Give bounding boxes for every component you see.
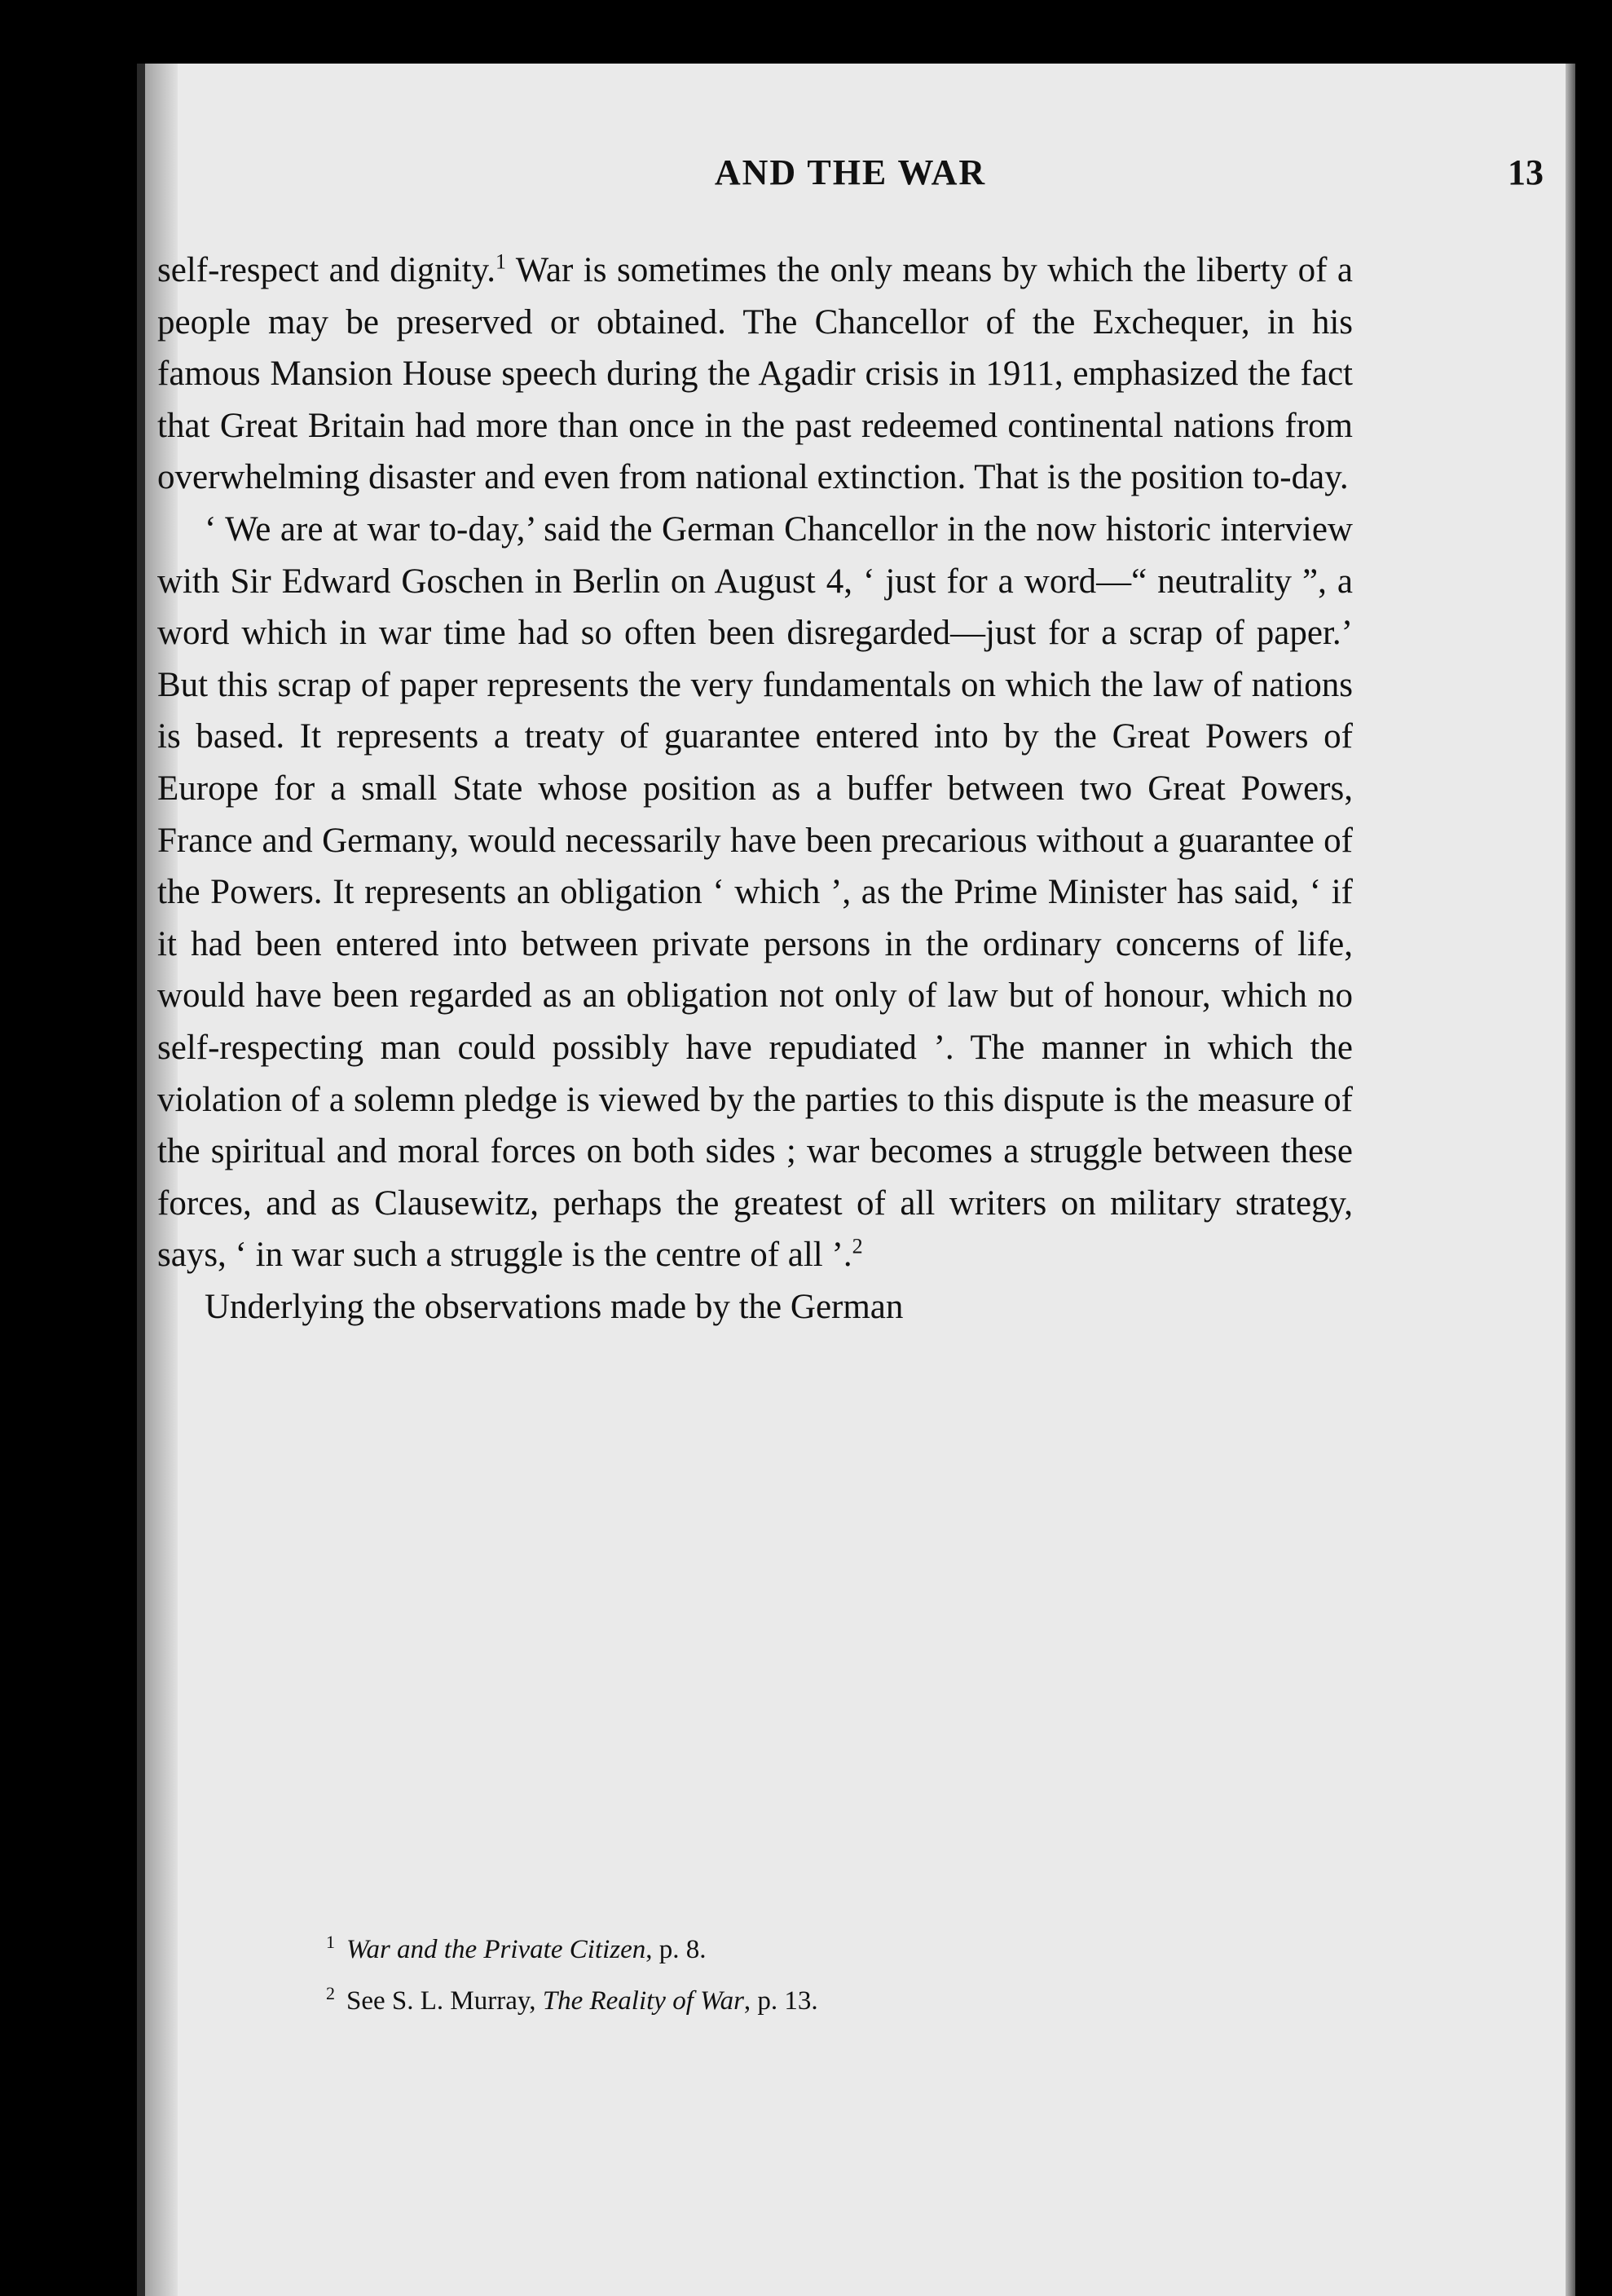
- paragraph-1-start: self-respect and dignity.: [157, 251, 496, 289]
- running-title: AND THE WAR: [714, 152, 987, 192]
- paragraph-1: [157, 245, 1353, 504]
- footnote-2: [326, 1972, 1304, 2023]
- footnote-1-title: War and the Private Citizen: [346, 1935, 646, 1964]
- footnote-2-title: The Reality of War: [542, 1986, 744, 2016]
- footnote-2-page: , p. 13.: [743, 1986, 818, 2016]
- footnote-2-mark: 2: [326, 1983, 335, 2003]
- body-text: [157, 245, 1353, 1333]
- page-edge: [1566, 64, 1575, 2296]
- page-header: [157, 152, 1544, 225]
- footnote-1-page: , p. 8.: [645, 1935, 707, 1964]
- footnote-ref-2: 2: [852, 1234, 863, 1258]
- paragraph-1-rest: War is sometimes the only means by which the liberty of a people may be preserved or obtained. The Chancellor of the Exchequer, in his famous Mansion House speech during the Agadir crisis in 1911, emphasized the fact that Great Britain had more than once in the past redeemed continental nations from overwhelming disaster and even from national extinction. That is the position to-day.: [157, 251, 1353, 497]
- footnote-2-author: See S. L. Murray,: [346, 1986, 543, 2016]
- paragraph-2: [157, 504, 1353, 1281]
- page-number: 13: [1508, 152, 1544, 192]
- footnotes: [326, 1920, 1304, 2023]
- footnote-1: [326, 1920, 1304, 1972]
- footnote-ref-1: 1: [495, 249, 507, 274]
- footnote-1-mark: 1: [326, 1932, 335, 1952]
- paragraph-2-text: ‘ We are at war to-day,’ said the German Chancellor in the now historic interview with Sir Edward Goschen in Berlin on August 4, ‘ just for a word—“ neutrality ”, a word which in war time had so often been disregarded—just for a scrap of paper.’ But this scrap of paper represents the very fundamentals on which the law of nations is based. It represents a treaty of guarantee entered into by the Great Powers of Europe for a small State whose position as a buffer between two Great Powers, France and Germany, would necessarily have been precarious without a guarantee of the Powers. It represents an obligation ‘ which ’, as the Prime Minister has said, ‘ if it had been entered into between private persons in the ordinary concerns of life, would have been regarded as an obligation not only of law but of honour, which no self-respecting man could possibly have repudiated ’. The manner in which the violation of a solemn pledge is viewed by the parties to this dispute is the measure of the spiritual and moral forces on both sides ; war becomes a struggle between these forces, and as Clausewitz, perhaps the greatest of all writers on military strategy, says, ‘ in war such a struggle is the centre of all ’.: [157, 509, 1353, 1275]
- paragraph-3: Underlying the observations made by the German: [205, 1287, 904, 1326]
